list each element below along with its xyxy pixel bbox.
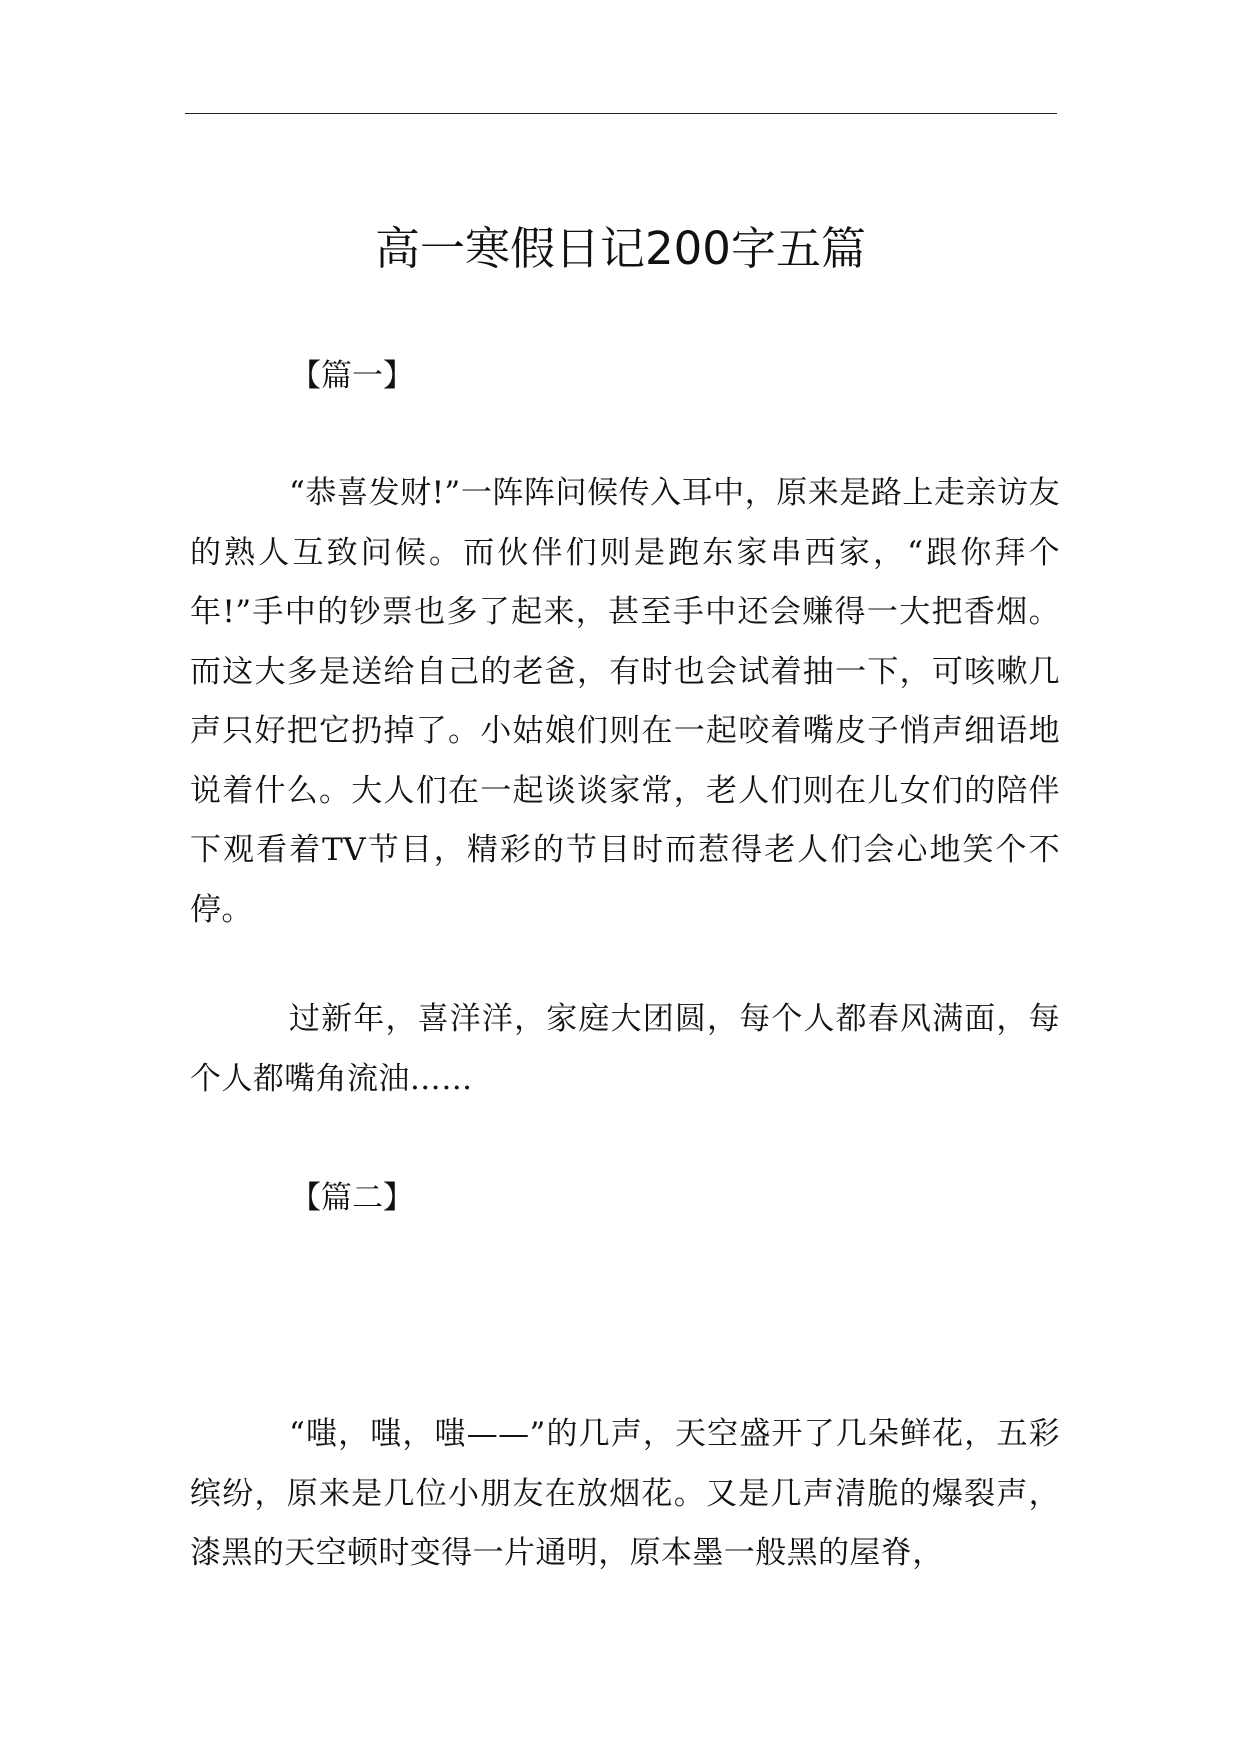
section-2-paragraph-1: “嗤，嗤，嗤——”的几声，天空盛开了几朵鲜花，五彩缤纷，原来是几位小朋友在放烟花。又是几声清脆的爆裂声，漆黑的天空顿时变得一片通明，原本墨一般黑的屋脊， [190, 1416, 1060, 1571]
document-title: 高一寒假日记200字五篇 [375, 222, 866, 275]
section-1-paragraph-1: “恭喜发财!”一阵阵问候传入耳中，原来是路上走亲访友的熟人互致问候。而伙伴们则是跑东家串西家，“跟你拜个年!”手中的钞票也多了起来，甚至手中还会赚得一大把香烟。而这大多是送给自己的老爸，有时也会试着抽一下，可咳嗽几声只好把它扔掉了。小姑娘们则在一起咬着嘴皮子悄声细语地说着什么。大人们在一起谈谈家常，老人们则在儿女们的陪伴下观看着TV节目，精彩的节目时而惹得老人们会心地笑个不停。 [190, 475, 1060, 928]
section-heading-1: 【篇一】 [290, 358, 414, 394]
header-rule [185, 113, 1057, 114]
section-1-paragraph-2: 过新年，喜洋洋，家庭大团圆，每个人都春风满面，每个人都嘴角流油…… [190, 1001, 1060, 1097]
section-heading-2: 【篇二】 [290, 1180, 414, 1216]
